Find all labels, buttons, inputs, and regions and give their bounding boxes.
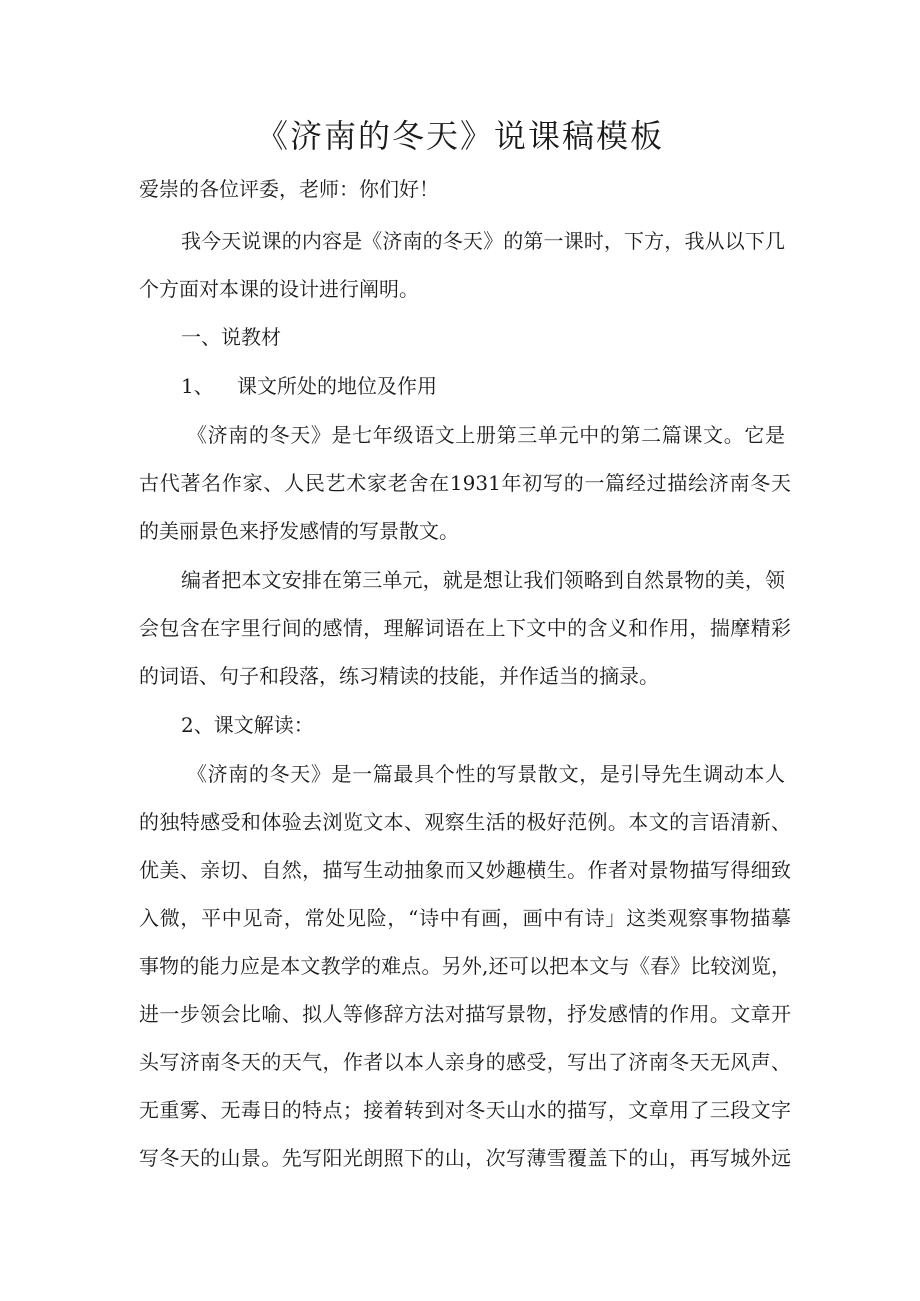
- intro-line-2: 个方面对本课的设计进行阐明。: [139, 277, 419, 301]
- para-2-line-3: 的词语、句子和段落，练习精读的技能，并作适当的摘录。: [139, 664, 659, 688]
- para-3-line-7: 头写济南冬天的天气，作者以本人亲身的感受，写出了济南冬天无风声、: [139, 1050, 791, 1074]
- para-2-line-2: 会包含在字里行间的感情，理解词语在上下文中的含义和作用，揣摩精彩: [139, 616, 791, 640]
- para-3-line-9: 写冬天的山景。先写阳光朗照下的山，次写薄雪覆盖下的山，再写城外远: [139, 1146, 791, 1170]
- para-2-line-1: 编者把本文安排在第三单元，就是想让我们领略到自然景物的美，领: [181, 568, 785, 592]
- para-3-line-6: 进一步领会比喻、拟人等修辞方法对描写景物，抒发感情的作用。文章开: [139, 1002, 791, 1026]
- item-1-label: 课文所处的地位及作用: [237, 374, 437, 398]
- para-3-line-3: 优美、亲切、自然，描写生动抽象而又妙趣横生。作者对景物描写得细致: [139, 858, 791, 882]
- para-3-line-1: 《济南的冬天》是一篇最具个性的写景散文，是引导先生调动本人: [187, 762, 785, 786]
- para-3-line-4: 入微，平中见奇，常处见险，“诗中有画，画中有诗」这类观察事物描摹: [139, 906, 791, 930]
- greeting: 爱崇的各位评委，老师：你们好！: [139, 177, 439, 201]
- item-1-heading: [181, 373, 437, 399]
- para-3-line-2: 的独特感受和体验去浏览文本、观察生活的极好范例。本文的言语清新、: [139, 810, 791, 834]
- para-1-line-3: 的美丽景色来抒发感情的写景散文。: [139, 519, 459, 543]
- para-3-line-8: 无重雾、无毒日的特点；接着转到对冬天山水的描写，文章用了三段文字: [139, 1098, 791, 1122]
- para-3-line-5: 事物的能力应是本文教学的难点。另外,还可以把本文与《春》比较浏览，: [139, 954, 791, 978]
- section-heading-textbook: 一、说教材: [181, 325, 281, 349]
- item-2-heading: 2、课文解读：: [181, 713, 314, 737]
- para-1-line-2: 古代著名作家、人民艺术家老舍在1931年初写的一篇经过描绘济南冬天: [139, 471, 791, 495]
- para-1-line-1: 《济南的冬天》是七年级语文上册第三单元中的第二篇课文。它是: [187, 423, 785, 447]
- document-title: 《济南的冬天》说课稿模板: [255, 117, 664, 155]
- item-1-number: 1、: [181, 374, 214, 398]
- intro-line-1: 我今天说课的内容是《济南的冬天》的第一课时，下方，我从以下几: [181, 229, 785, 253]
